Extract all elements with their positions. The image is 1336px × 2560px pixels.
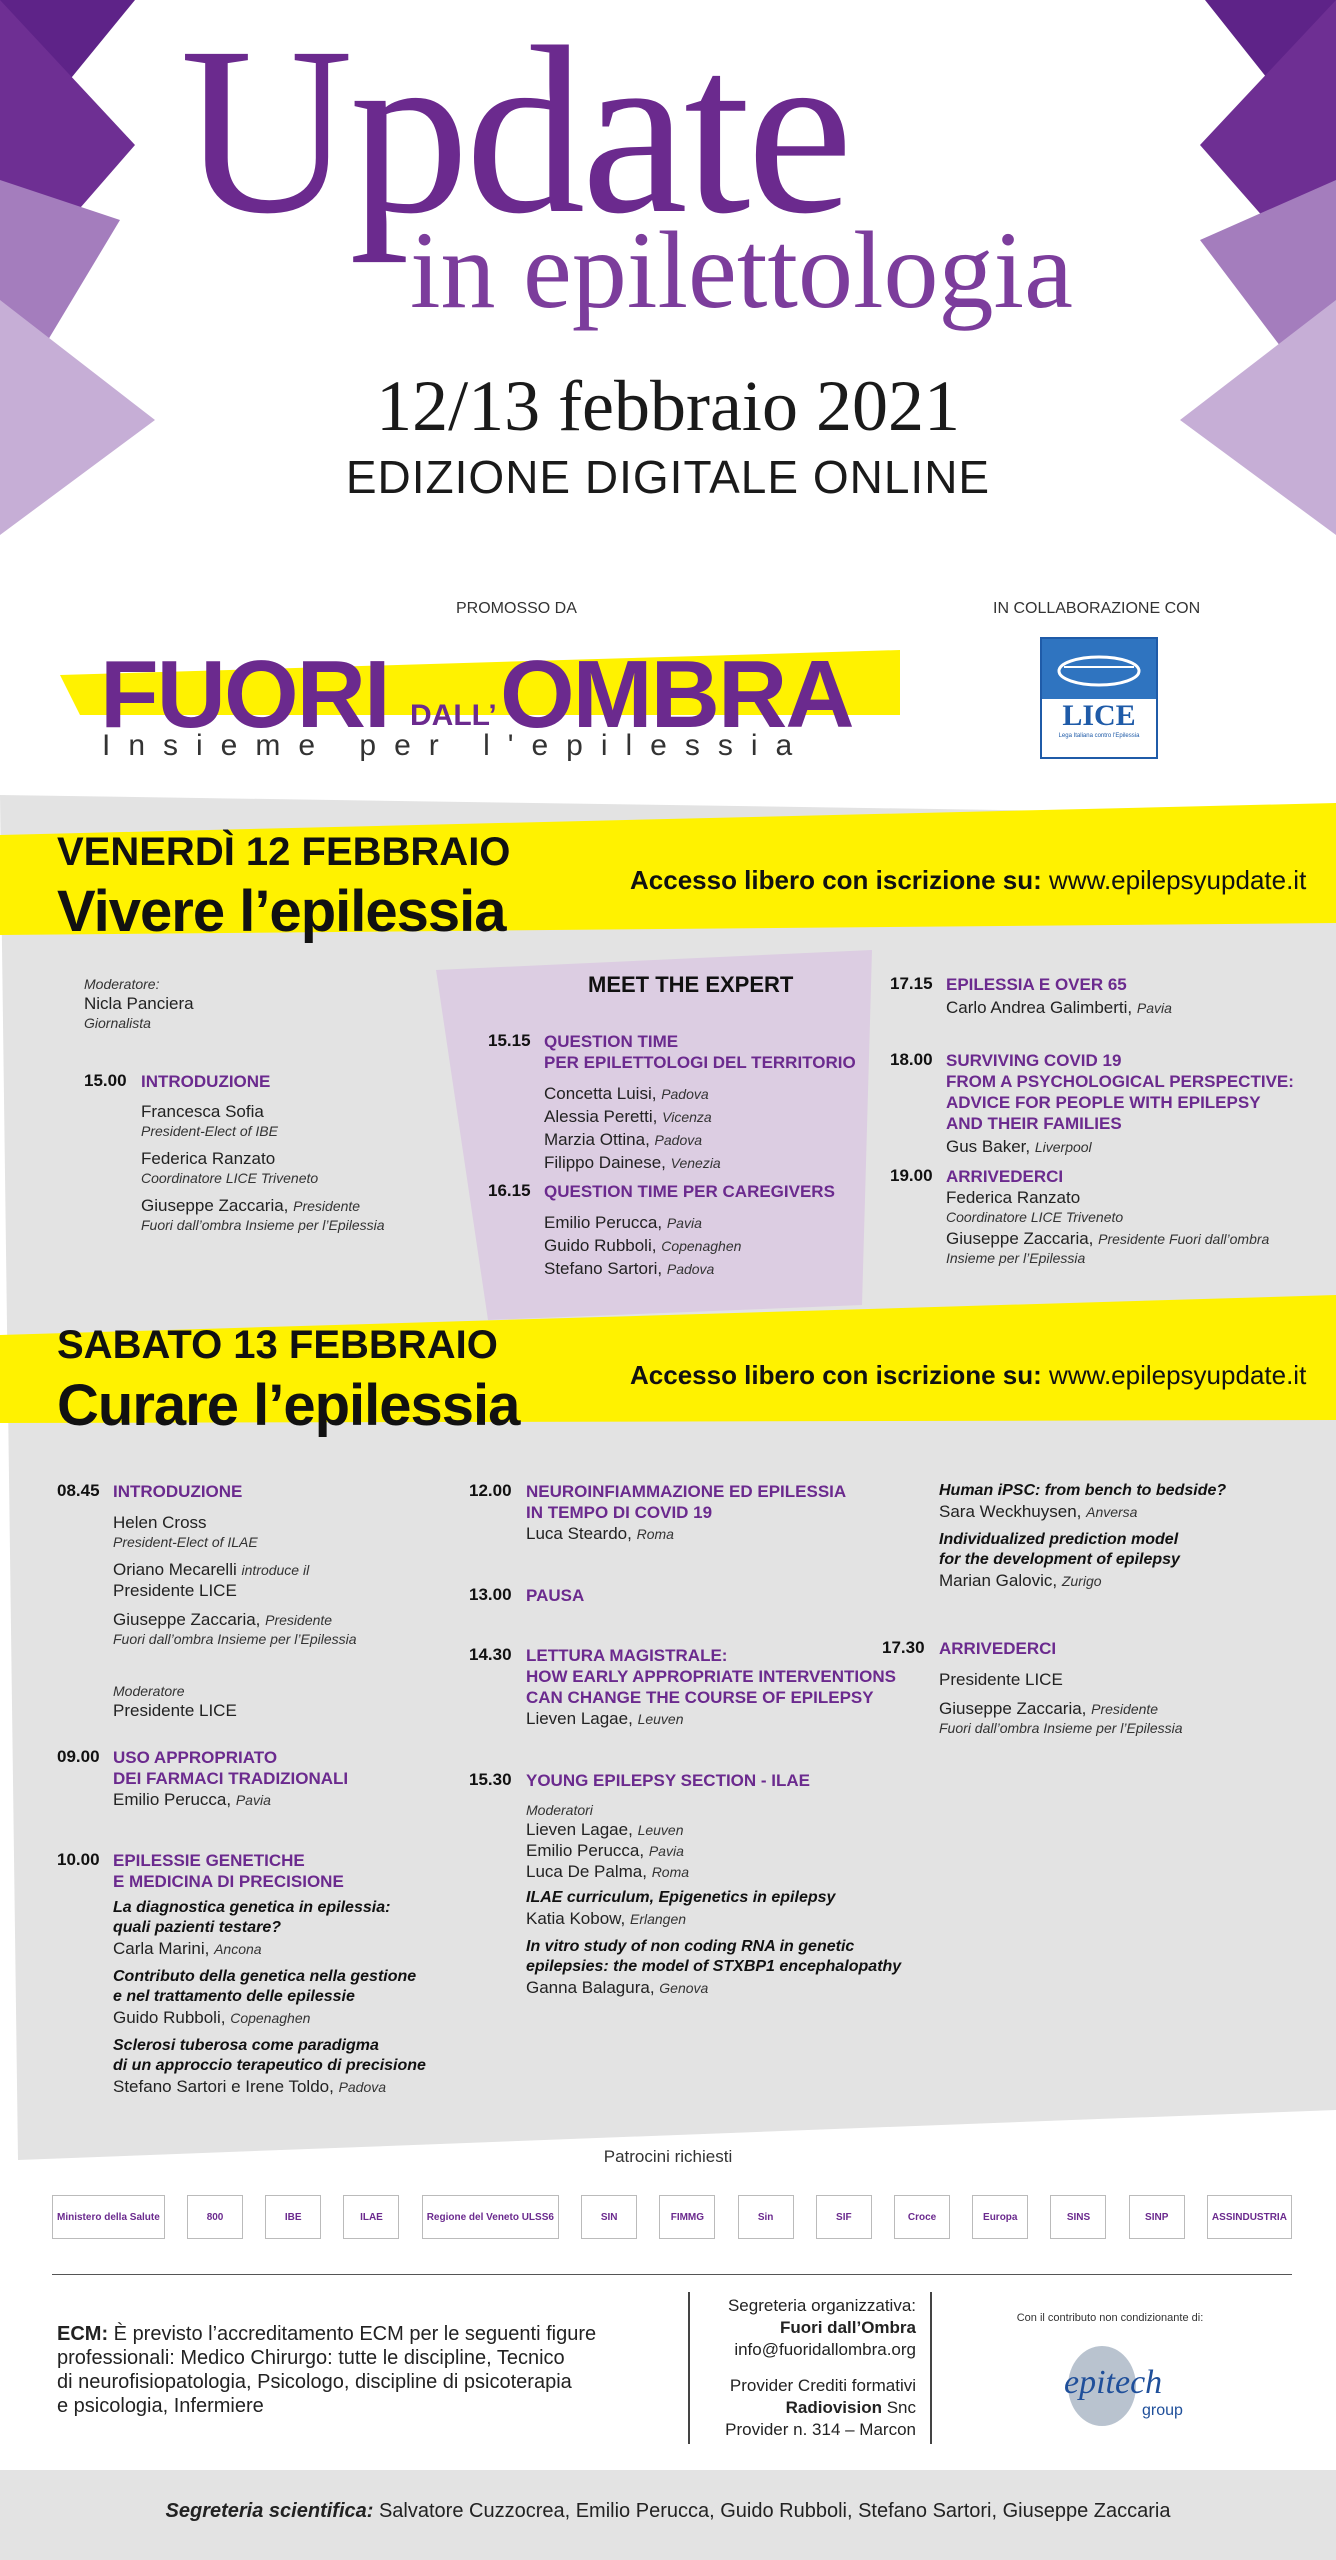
a1-time: 08.45 <box>57 1481 100 1500</box>
moderator-name: Luca De Palma, <box>526 1862 647 1881</box>
patronage-logo: Europa <box>972 2195 1028 2239</box>
speaker-name: Francesca Sofia <box>141 1102 264 1121</box>
speaker-city: Roma <box>651 1864 690 1880</box>
patronage-logo: ILAE <box>343 2195 399 2239</box>
speaker-name: Giuseppe Zaccaria, <box>946 1229 1094 1248</box>
speaker-role: Fuori dall’ombra Insieme per l’Epilessia <box>113 1631 357 1647</box>
a2-block <box>113 1747 348 1810</box>
speaker-city: Pavia <box>1136 1000 1172 1016</box>
speaker-name: Helen Cross <box>113 1513 207 1532</box>
speaker-name: Katia Kobow, <box>526 1909 626 1928</box>
s1-time: 15.00 <box>84 1071 127 1090</box>
a2-title: USO APPROPRIATO <box>113 1748 278 1767</box>
b1-title: IN TEMPO DI COVID 19 <box>526 1503 713 1522</box>
speaker-city: Copenaghen <box>230 2010 311 2026</box>
moderator-name: Presidente LICE <box>113 1701 237 1720</box>
s6-title: ARRIVEDERCI <box>946 1167 1064 1186</box>
epitech-group: group <box>1142 2402 1183 2419</box>
c2-time: 17.30 <box>882 1638 925 1657</box>
speaker-name: Sara Weckhuysen, <box>939 1502 1082 1521</box>
patronage-logo: SIF <box>816 2195 872 2239</box>
talk-title: In vitro study of non coding RNA in genetic <box>526 1938 855 1955</box>
talk-title: Individualized prediction model <box>939 1531 1179 1548</box>
patronage-logo: IBE <box>265 2195 321 2239</box>
s5-title: FROM A PSYCHOLOGICAL PERSPECTIVE: <box>946 1072 1294 1091</box>
patronage-logo: SINP <box>1129 2195 1185 2239</box>
speaker-city: Zurigo <box>1061 1573 1102 1589</box>
title-subtitle: in epilettologia <box>410 209 1073 331</box>
speaker-name: Giuseppe Zaccaria, <box>939 1699 1087 1718</box>
b3-block <box>526 1645 896 1729</box>
speaker-name: Marzia Ottina, <box>544 1130 650 1149</box>
s2-title: PER EPILETTOLOGI DEL TERRITORIO <box>544 1053 856 1072</box>
speaker-name: Luca Steardo, <box>526 1524 632 1543</box>
speaker-city: Pavia <box>235 1792 271 1808</box>
b2-title: PAUSA <box>526 1586 585 1605</box>
speaker-name: Emilio Perucca, <box>544 1213 663 1232</box>
patronage-logo: SIN <box>581 2195 637 2239</box>
speaker-city: Genova <box>659 1980 709 1996</box>
day2-access <box>630 1360 1306 1391</box>
speaker-role: Presidente Fuori dall’ombra <box>1098 1231 1270 1247</box>
speaker-name: Carla Marini, <box>113 1939 210 1958</box>
ecm-label: ECM: <box>57 2323 109 2345</box>
speaker-city: Roma <box>636 1526 674 1542</box>
talk-title: epilepsies: the model of STXBP1 encephalopathy <box>526 1958 902 1975</box>
s5-time: 18.00 <box>890 1050 933 1069</box>
lice-logo <box>1040 637 1158 759</box>
patronage-logo: Regione del Veneto ULSS6 <box>422 2195 559 2239</box>
talk-title: Sclerosi tuberosa come paradigma <box>113 2037 379 2054</box>
speaker-role: Coordinatore LICE Triveneto <box>141 1170 319 1186</box>
s2-title: QUESTION TIME <box>544 1032 679 1051</box>
speaker-name: Federica Ranzato <box>141 1149 276 1168</box>
day2-access-label: Accesso libero con iscrizione su: <box>630 1360 1042 1390</box>
s4-title: EPILESSIA E OVER 65 <box>946 975 1127 994</box>
speaker-name: Presidente LICE <box>113 1581 237 1600</box>
meet-the-expert-title: MEET THE EXPERT <box>588 972 794 997</box>
speaker-city: Padova <box>338 2079 387 2095</box>
lice-logo-text: LICE <box>1062 699 1136 732</box>
s3-title: QUESTION TIME PER CAREGIVERS <box>544 1182 835 1201</box>
ecm-line: È previsto l’accreditamento ECM per le seguenti figure <box>108 2323 597 2345</box>
b1-time: 12.00 <box>469 1481 512 1500</box>
s4-block <box>946 974 1172 1018</box>
c2-block <box>939 1638 1183 1737</box>
speaker-city: Leuven <box>637 1711 684 1727</box>
day1-moderator <box>84 975 194 1032</box>
talk-title: for the development of epilepsy <box>939 1551 1180 1568</box>
a3-time: 10.00 <box>57 1850 100 1869</box>
talk-title: Human iPSC: from bench to bedside? <box>939 1482 1227 1499</box>
secretariat-block <box>700 2295 916 2441</box>
collab-label: IN COLLABORAZIONE CON <box>993 600 1201 617</box>
svg-text:FUORI: FUORI <box>100 645 389 748</box>
ecm-text <box>57 2322 617 2418</box>
moderator-label: Moderatore <box>113 1683 185 1699</box>
speaker-name: Stefano Sartori e Irene Toldo, <box>113 2077 334 2096</box>
patronage-logo: SINS <box>1050 2195 1106 2239</box>
day1-access-url[interactable]: www.epilepsyupdate.it <box>1049 865 1307 895</box>
speaker-city: Padova <box>666 1261 715 1277</box>
s4-time: 17.15 <box>890 974 933 993</box>
divider <box>52 2274 1292 2275</box>
a1-block <box>113 1481 443 1721</box>
b4-title: YOUNG EPILEPSY SECTION - ILAE <box>526 1771 811 1790</box>
speaker-name: Concetta Luisi, <box>544 1084 657 1103</box>
epitech-text: epitech <box>1064 2364 1163 2401</box>
speaker-city: Padova <box>661 1086 709 1102</box>
s5-title: SURVIVING COVID 19 <box>946 1051 1122 1070</box>
speaker-city: Pavia <box>648 1843 684 1859</box>
ecm-line: e psicologia, Infermiere <box>57 2395 264 2417</box>
speaker-name: Filippo Dainese, <box>544 1153 666 1172</box>
speaker-role: introduce il <box>241 1562 310 1578</box>
speaker-name: Presidente LICE <box>939 1670 1063 1689</box>
day1-access-label: Accesso libero con iscrizione su: <box>630 865 1042 895</box>
speaker-name: Giuseppe Zaccaria, <box>113 1610 261 1629</box>
b3-title: HOW EARLY APPROPRIATE INTERVENTIONS <box>526 1667 896 1686</box>
s1-title: INTRODUZIONE <box>141 1072 271 1091</box>
talk-title: Contributo della genetica nella gestione <box>113 1968 417 1985</box>
patronage-logo: Croce <box>894 2195 950 2239</box>
edition-label: EDIZIONE DIGITALE ONLINE <box>345 451 991 503</box>
talk-title: ILAE curriculum, Epigenetics in epilepsy <box>526 1889 836 1906</box>
talk-title: di un approccio terapeutico di precisione <box>113 2057 426 2074</box>
s3-block <box>544 1181 835 1279</box>
s6-time: 19.00 <box>890 1166 933 1185</box>
a1-title: INTRODUZIONE <box>113 1482 243 1501</box>
speaker-city: Vicenza <box>662 1109 712 1125</box>
s5-title: AND THEIR FAMILIES <box>946 1114 1122 1133</box>
moderator-name: Nicla Panciera <box>84 994 194 1013</box>
fuori-tagline: Insieme per l'epilessia <box>102 729 811 762</box>
b1-block <box>526 1481 846 1544</box>
talk-title: e nel trattamento delle epilessie <box>113 1988 355 2005</box>
speaker-city: Leuven <box>637 1822 684 1838</box>
provider-label: Provider Crediti formativi <box>729 2376 916 2395</box>
speaker-city: Anversa <box>1086 1504 1138 1520</box>
s2-time: 15.15 <box>488 1031 531 1050</box>
speaker-name: Emilio Perucca, <box>113 1790 232 1809</box>
moderator-name: Lieven Lagae, <box>526 1820 633 1839</box>
lice-tagline: Lega Italiana contro l'Epilessia <box>1058 733 1140 739</box>
a3-block <box>113 1850 453 2097</box>
seg-org-name: Fuori dall’Ombra <box>779 2318 916 2337</box>
speaker-name: Ganna Balagura, <box>526 1978 655 1997</box>
s5-title: ADVICE FOR PEOPLE WITH EPILEPSY <box>946 1093 1261 1112</box>
talk-title: quali pazienti testare? <box>113 1919 282 1936</box>
day1-label: VENERDÌ 12 FEBBRAIO <box>57 830 511 874</box>
lice-logo-graphic <box>1042 639 1156 699</box>
patronage-logo: FIMMG <box>659 2195 715 2239</box>
patronage-logo: Ministero della Salute <box>52 2195 165 2239</box>
event-dates: 12/13 febbraio 2021 <box>376 366 960 446</box>
speaker-role: Fuori dall’ombra Insieme per l’Epilessia <box>141 1217 385 1233</box>
talk-title: La diagnostica genetica in epilessia: <box>113 1899 391 1916</box>
s5-block <box>946 1050 1294 1157</box>
b3-title: LETTURA MAGISTRALE: <box>526 1646 728 1665</box>
a2-time: 09.00 <box>57 1747 100 1766</box>
patronage-label: Patrocini richiesti <box>603 2147 733 2166</box>
speaker-name: Stefano Sartori, <box>544 1259 663 1278</box>
speaker-name: Carlo Andrea Galimberti, <box>946 998 1133 1017</box>
provider-number: Provider n. 314 – Marcon <box>725 2420 916 2439</box>
speaker-name: Oriano Mecarelli <box>113 1560 237 1579</box>
speaker-role: Presidente <box>1091 1701 1159 1717</box>
moderator-label: Moderatori <box>526 1802 593 1818</box>
a2-title: DEI FARMACI TRADIZIONALI <box>113 1769 349 1788</box>
speaker-city: Copenaghen <box>661 1238 742 1254</box>
moderator-label: Moderatore: <box>84 976 160 992</box>
speaker-name: Gus Baker, <box>946 1137 1031 1156</box>
day2-label: SABATO 13 FEBBRAIO <box>57 1323 498 1367</box>
fuori-dall-ombra-logo <box>60 645 900 765</box>
s2-block <box>544 1031 856 1173</box>
day2-theme: Curare l’epilessia <box>57 1373 520 1438</box>
speaker-name: Lieven Lagae, <box>526 1709 633 1728</box>
speaker-name: Alessia Peretti, <box>544 1107 658 1126</box>
b2-time: 13.00 <box>469 1585 512 1604</box>
speaker-name: Marian Galovic, <box>939 1571 1058 1590</box>
speaker-name: Guido Rubboli, <box>113 2008 226 2027</box>
day2-access-url[interactable]: www.epilepsyupdate.it <box>1049 1360 1307 1390</box>
s6-block <box>946 1166 1269 1267</box>
promoted-by-label: PROMOSSO DA <box>456 600 577 617</box>
speaker-role: Presidente <box>293 1198 361 1214</box>
speaker-city: Erlangen <box>629 1911 687 1927</box>
speaker-name: Giuseppe Zaccaria, <box>141 1196 289 1215</box>
sci-label: Segreteria scientifica: <box>165 2500 374 2522</box>
contrib-label: Con il contributo non condizionante di: <box>1016 2312 1204 2324</box>
patronage-logo: Sin <box>738 2195 794 2239</box>
a3-title: EPILESSIE GENETICHE <box>113 1851 305 1870</box>
svg-text:DALL’: DALL’ <box>410 699 497 732</box>
a3-title: E MEDICINA DI PRECISIONE <box>113 1872 344 1891</box>
speaker-city: Padova <box>654 1132 703 1148</box>
moderator-name: Emilio Perucca, <box>526 1841 645 1860</box>
footer-divider <box>930 2292 932 2444</box>
speaker-role: President-Elect of IBE <box>141 1123 278 1139</box>
s3-time: 16.15 <box>488 1181 531 1200</box>
title-update: Update <box>180 0 850 263</box>
b3-title: CAN CHANGE THE COURSE OF EPILEPSY <box>526 1688 874 1707</box>
b1-title: NEUROINFIAMMAZIONE ED EPILESSIA <box>526 1482 847 1501</box>
c1-block <box>939 1481 1299 1591</box>
footer-divider <box>688 2292 690 2444</box>
speaker-city: Ancona <box>214 1941 262 1957</box>
scientific-secretariat <box>0 2500 1336 2523</box>
speaker-role: Coordinatore LICE Triveneto <box>946 1209 1124 1225</box>
speaker-name: Federica Ranzato <box>946 1188 1081 1207</box>
speaker-city: Liverpool <box>1034 1139 1092 1155</box>
epitech-logo <box>1050 2340 1190 2430</box>
c2-title: ARRIVEDERCI <box>939 1639 1057 1658</box>
speaker-role: Presidente <box>265 1612 333 1628</box>
provider-suffix: Snc <box>881 2398 916 2417</box>
patronage-logo: 800 <box>187 2195 243 2239</box>
speaker-city: Pavia <box>666 1215 702 1231</box>
s1-speakers <box>141 1101 385 1234</box>
seg-org-label: Segreteria organizzativa: <box>727 2296 916 2315</box>
speaker-city: Venezia <box>670 1155 721 1171</box>
day1-access <box>630 865 1306 896</box>
b4-block <box>526 1770 906 1998</box>
seg-org-email[interactable]: info@fuoridallombra.org <box>734 2340 916 2359</box>
sci-names: Salvatore Cuzzocrea, Emilio Perucca, Guido Rubboli, Stefano Sartori, Giuseppe Zaccaria <box>373 2500 1171 2522</box>
provider-name: Radiovision <box>785 2398 882 2417</box>
moderator-role: Giornalista <box>84 1015 151 1031</box>
patronage-logos <box>52 2192 1292 2242</box>
day1-theme: Vivere l’epilessia <box>57 879 506 944</box>
svg-text:OMBRA: OMBRA <box>500 645 853 748</box>
patronage-logo: ASSINDUSTRIA <box>1207 2195 1292 2239</box>
speaker-role: Insieme per l’Epilessia <box>946 1250 1086 1266</box>
speaker-role: President-Elect of ILAE <box>113 1534 258 1550</box>
speaker-name: Guido Rubboli, <box>544 1236 657 1255</box>
speaker-role: Fuori dall’ombra Insieme per l’Epilessia <box>939 1720 1183 1736</box>
ecm-line: professionali: Medico Chirurgo: tutte le discipline, Tecnico <box>57 2347 565 2369</box>
b3-time: 14.30 <box>469 1645 512 1664</box>
b4-time: 15.30 <box>469 1770 512 1789</box>
ecm-line: di neurofisiopatologia, Psicologo, discipline di psicoterapia <box>57 2371 572 2393</box>
